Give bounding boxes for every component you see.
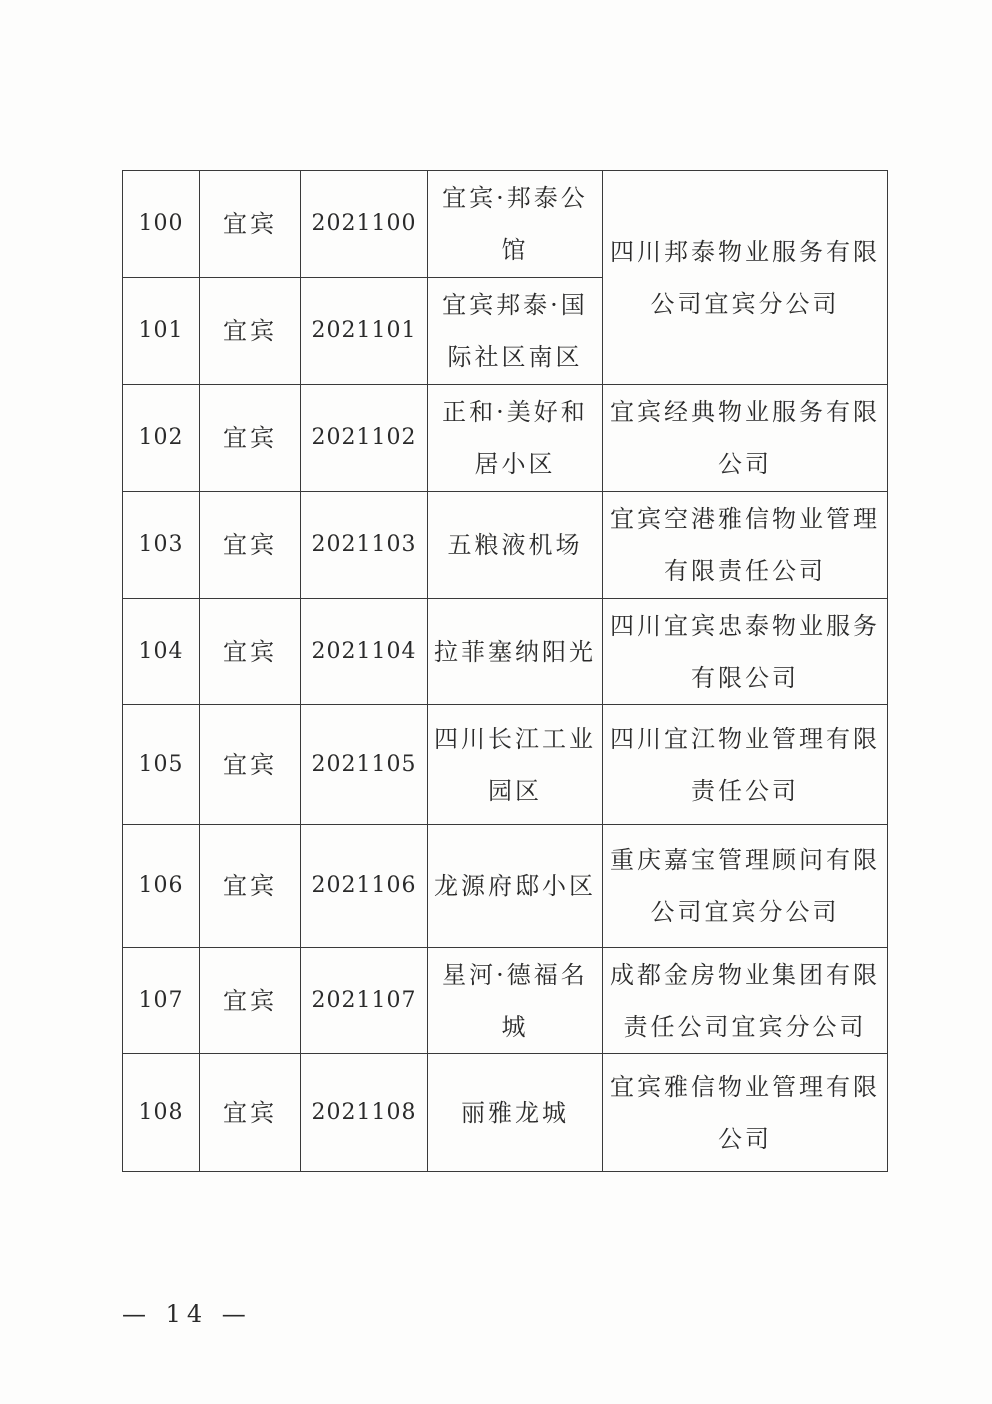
city-cell: 宜宾 [200,599,301,705]
project-name-cell: 五粮液机场 [428,492,603,599]
table-row [123,599,888,705]
row-number: 100 [123,171,200,278]
project-name-cell: 龙源府邸小区 [428,825,603,948]
row-number: 101 [123,278,200,385]
project-name-cell: 正和·美好和居小区 [428,385,603,492]
table-row [123,948,888,1054]
company-cell: 四川宜江物业管理有限责任公司 [603,705,888,825]
code-cell: 2021108 [301,1054,428,1172]
city-cell: 宜宾 [200,492,301,599]
project-name-cell: 星河·德福名城 [428,948,603,1054]
city-cell: 宜宾 [200,1054,301,1172]
city-cell: 宜宾 [200,278,301,385]
project-name-cell: 四川长江工业园区 [428,705,603,825]
code-cell: 2021100 [301,171,428,278]
code-cell: 2021107 [301,948,428,1054]
company-cell: 宜宾空港雅信物业管理有限责任公司 [603,492,888,599]
project-name-cell: 丽雅龙城 [428,1054,603,1172]
row-number: 105 [123,705,200,825]
company-cell: 宜宾雅信物业管理有限公司 [603,1054,888,1172]
table-row [123,705,888,825]
city-cell: 宜宾 [200,705,301,825]
project-name-cell: 宜宾·邦泰公馆 [428,171,603,278]
table-row [123,825,888,948]
code-cell: 2021106 [301,825,428,948]
code-cell: 2021101 [301,278,428,385]
company-cell: 四川宜宾忠泰物业服务有限公司 [603,599,888,705]
code-cell: 2021103 [301,492,428,599]
code-cell: 2021105 [301,705,428,825]
code-cell: 2021104 [301,599,428,705]
company-cell: 成都金房物业集团有限责任公司宜宾分公司 [603,948,888,1054]
city-cell: 宜宾 [200,825,301,948]
row-number: 103 [123,492,200,599]
company-cell: 四川邦泰物业服务有限公司宜宾分公司 [603,171,888,385]
row-number: 107 [123,948,200,1054]
code-cell: 2021102 [301,385,428,492]
row-number: 106 [123,825,200,948]
project-name-cell: 宜宾邦泰·国际社区南区 [428,278,603,385]
row-number: 102 [123,385,200,492]
project-name-cell: 拉菲塞纳阳光 [428,599,603,705]
company-cell: 宜宾经典物业服务有限公司 [603,385,888,492]
row-number: 108 [123,1054,200,1172]
table-row [123,385,888,492]
table-row [123,171,888,278]
city-cell: 宜宾 [200,385,301,492]
company-cell: 重庆嘉宝管理顾问有限公司宜宾分公司 [603,825,888,948]
table-row [123,1054,888,1172]
table-row [123,492,888,599]
city-cell: 宜宾 [200,171,301,278]
city-cell: 宜宾 [200,948,301,1054]
row-number: 104 [123,599,200,705]
page-number: — 14 — [122,1300,252,1328]
records-table [122,170,888,1172]
